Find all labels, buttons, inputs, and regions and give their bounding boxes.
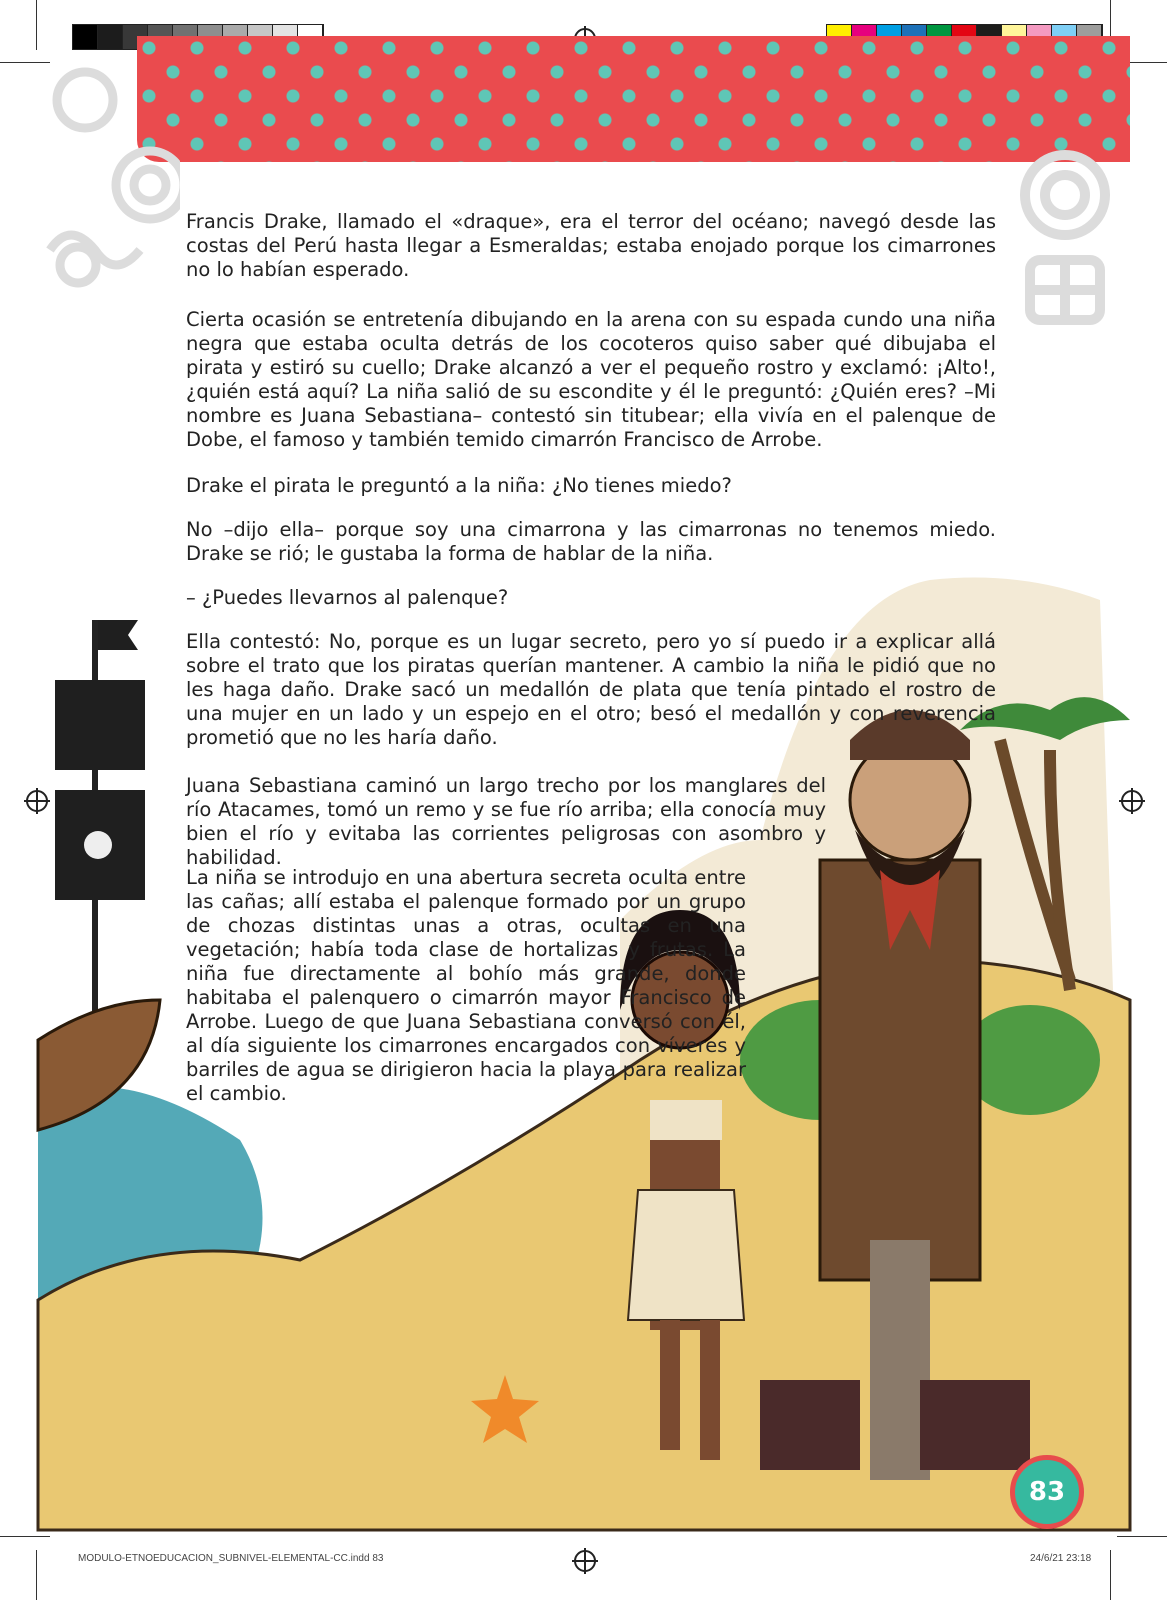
crop-mark <box>36 1550 37 1600</box>
page-number-badge <box>1010 1455 1084 1529</box>
crop-mark <box>36 0 37 50</box>
crop-mark <box>1110 1550 1111 1600</box>
story-paragraph-5: – ¿Puedes llevarnos al palenque? <box>186 586 509 609</box>
pirate-ship <box>38 620 160 1130</box>
swirl-ornament-right <box>990 150 1140 350</box>
story-paragraph-3: Drake el pirata le preguntó a la niña: ¿No tienes miedo? <box>186 474 732 497</box>
story-paragraph-4: No –dijo ella– porque soy una cimarrona y las cimarronas no tenemos miedo. Drake se rió; le gustaba la forma de hablar de la niña. <box>186 518 996 565</box>
swirl-ornament-left <box>30 60 180 290</box>
gray-swatch <box>98 25 123 49</box>
registration-mark <box>574 1550 596 1572</box>
gray-swatch <box>73 25 98 49</box>
footer-timestamp: 24/6/21 23:18 <box>1030 1553 1092 1564</box>
story-paragraph-1: Francis Drake, llamado el «draque», era el terror del océano; navegó desde las costas del Perú hasta llegar a Esmeraldas; estaba enojado porque los cimarrones no lo habían esperado. <box>186 210 996 281</box>
story-paragraph-6: Ella contestó: No, porque es un lugar secreto, pero yo sí puedo ir a explicar allá sobre el trato que los piratas querían mantener. A cambio la niña le pidió que no les haga daño. Drake sacó un medallón de plata que tenía pintado el rostro de una mujer en un lado y un espejo en el otro; besó el medallón y con reverencia prometió que no les haría daño. <box>186 630 996 749</box>
story-paragraph-2: Cierta ocasión se entretenía dibujando en la arena con su espada cundo una niña negra que estaba oculta detrás de los cocoteros quiso saber qué dibujaba el pirata y estiró su cuello; Drake alcanzó a ver el pequeño rostro y exclamó: ¡Alto!, ¿quién está aquí? La niña salió de su escondite y él le preguntó: ¿Quién eres? –Mi nombre es Juana Sebastiana– contestó sin titubear; ella vivía en el palenque de Dobe, el famoso y también temido cimarrón Francisco de Arrobe. <box>186 308 996 451</box>
page-number: 83 <box>1028 1477 1066 1507</box>
story-paragraph-8: La niña se introdujo en una abertura secreta oculta entre las cañas; allí estaba el palenque formado por un grupo de chozas distintas unas a otras, ocultas en una vegetación; había toda clase de hortalizas y frutas. La niña fue directamente al bohío más grande, donde habitaba el palenquero o cimarrón mayor Francisco de Arrobe. Luego de que Juana Sebastiana conversó con él, al día siguiente los cimarrones encargados con víveres y barriles de agua se dirigieron hacia la playa para realizar el cambio. <box>186 866 746 1105</box>
footer-file-name: MODULO-ETNOEDUCACION_SUBNIVEL-ELEMENTAL-CC.indd 83 <box>78 1553 384 1564</box>
patterned-header-banner <box>137 36 1130 162</box>
story-paragraph-7: Juana Sebastiana caminó un largo trecho por los manglares del río Atacames, tomó un remo y se fue río arriba; ella conocía muy bien el río y evitaba las corrientes peligrosas con asombro y habilidad. <box>186 774 826 869</box>
